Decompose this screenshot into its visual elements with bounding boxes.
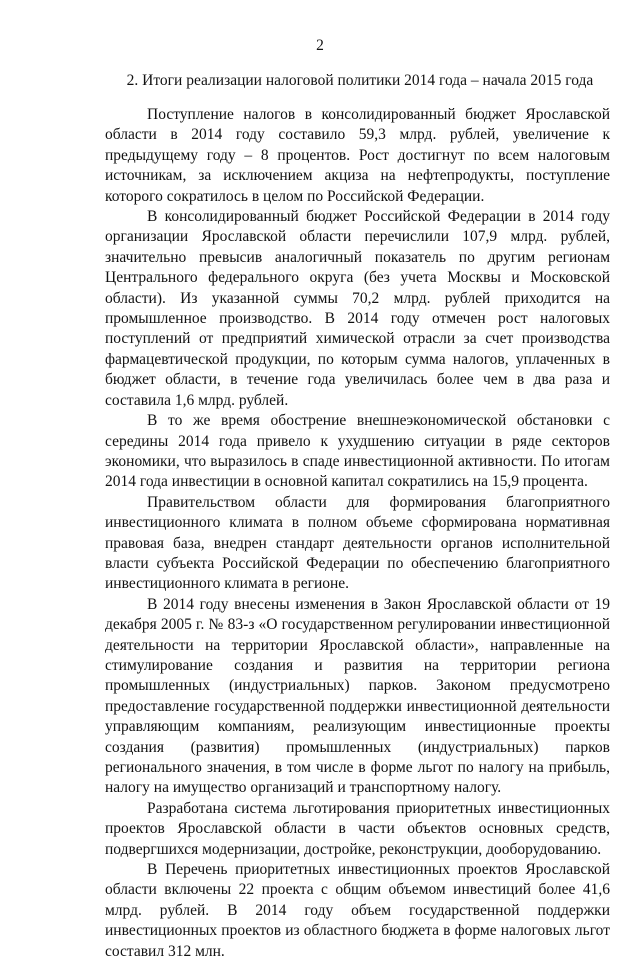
page-number: 2	[316, 37, 324, 54]
paragraph-external-conditions: В то же время обострение внешнеэкономической обстановки с середины 2014 года привело к ухудшению ситуации в ряде секторов экономики, что выразилось в спаде инвестиционной активности. По итогам 2014 года инвестиции в основной капитал сократились на 15,9 процента.	[105, 412, 610, 491]
paragraph-investment-climate: Правительством области для формирования благоприятного инвестиционного климата в полном объеме сформирована нормативная правовая база, внедрен стандарт деятельности органов исполнительной власти субъекта Российской Федерации по обеспечению благоприятного инвестиционного климата в регионе.	[105, 493, 610, 593]
body-text	[105, 105, 610, 962]
paragraph-federal-budget: В консолидированный бюджет Российской Федерации в 2014 году организации Ярославской области перечислили 107,9 млрд. рублей, значительно превысив аналогичный показатель по другим регионам Центрального федерального округа (без учета Москвы и Московской области). Из указанной суммы 70,2 млрд. рублей приходится на промышленное производство. В 2014 году отмечен рост налоговых поступлений от предприятий химической отрасли за счет производства фармацевтической продукции, по которым сумма налогов, уплаченных в бюджет области, в течение года увеличилась более чем в два раза и составила 1,6 млрд. рублей.	[105, 208, 610, 409]
paragraph-law-amendments: В 2014 году внесены изменения в Закон Ярославской области от 19 декабря 2005 г. № 83-з «О государственном регулировании инвестиционной деятельности на территории Ярославской области», направленные на стимулирование создания и развития на территории региона промышленных (индустриальных) парков. Законом предусмотрено предоставление государственной поддержки инвестиционной деятельности управляющим компаниям, реализующим инвестиционные проекты создания (развития) промышленных (индустриальных) парков регионального значения, в том числе в форме льгот по налогу на прибыль, налогу на имущество организаций и транспортному налогу.	[105, 595, 610, 797]
paragraph-benefit-system: Разработана система льготирования приоритетных инвестиционных проектов Ярославской области в части объектов основных средств, подвергшихся модернизации, достройке, реконструкции, дооборудованию.	[105, 799, 610, 858]
paragraph-priority-projects: В Перечень приоритетных инвестиционных проектов Ярославской области включены 22 проекта с общим объемом инвестиций более 41,6 млрд. рублей. В 2014 году объем государственной поддержки инвестиционных проектов из областного бюджета в форме налоговых льгот составил 312 млн.	[105, 861, 610, 960]
paragraph-tax-revenue: Поступление налогов в консолидированный бюджет Ярославской области в 2014 году составило 59,3 млрд. рублей, увеличение к предыдущему году – 8 процентов. Рост достигнут по всем налоговым источникам, за исключением акциза на нефтепродукты, поступление которого сократилось в целом по Российской Федерации.	[105, 106, 610, 205]
section-title: 2. Итоги реализации налоговой политики 2014 года – начала 2015 года	[126, 72, 594, 89]
